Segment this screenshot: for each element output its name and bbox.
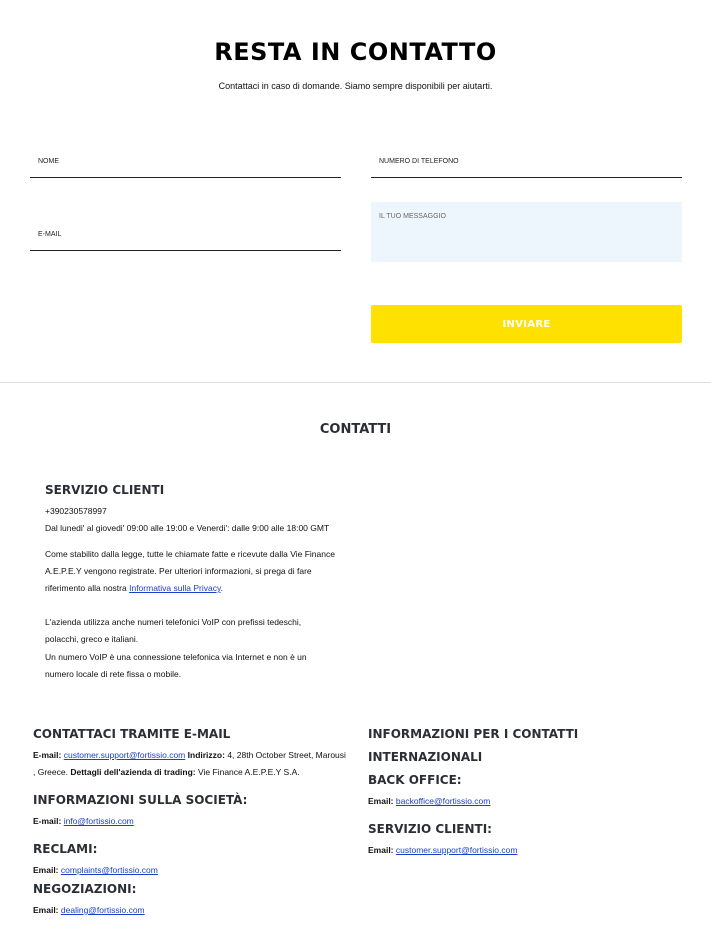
intl-customer-service-heading: SERVIZIO CLIENTI: xyxy=(368,822,492,836)
customer-service-phone: +390230578997 xyxy=(45,506,107,516)
trading-desk-details xyxy=(33,902,145,919)
back-office-details xyxy=(368,793,490,810)
trading-desk-email-label: Email: xyxy=(33,905,59,915)
voip-notice-2: Un numero VoIP è una connessione telefonica via Internet e non è un numero locale di rete fissa o mobile. xyxy=(45,652,307,679)
message-textarea-label: IL TUO MESSAGGIO xyxy=(379,213,446,220)
company-info-heading: INFORMAZIONI SULLA SOCIETÀ: xyxy=(33,793,248,807)
customer-service-hours: Dal lunedi' al giovedi' 09:00 alle 19:00 e Venerdi': dalle 9:00 alle 18:00 GMT xyxy=(45,523,330,533)
intl-customer-service-details xyxy=(368,842,517,859)
complaints-email-link[interactable]: complaints@fortissio.com xyxy=(60,865,158,875)
customer-support-email-link[interactable]: customer.support@fortissio.com xyxy=(63,750,186,760)
intl-customer-support-email-link[interactable]: customer.support@fortissio.com xyxy=(395,845,518,855)
email-field-label: E-MAIL xyxy=(38,231,62,238)
back-office-heading: BACK OFFICE: xyxy=(368,773,462,787)
trading-company-label: Dettagli dell'azienda di trading: xyxy=(70,767,196,777)
complaints-details xyxy=(33,862,158,879)
dealing-email-link[interactable]: dealing@fortissio.com xyxy=(60,905,145,915)
email-field[interactable] xyxy=(30,212,341,251)
name-field[interactable] xyxy=(30,140,341,178)
email-contact-details xyxy=(33,747,348,781)
submit-button[interactable]: INVIARE xyxy=(371,305,682,343)
email-contact-email-label: E-mail: xyxy=(33,750,62,760)
section-divider xyxy=(0,382,711,383)
trading-company-value: Vie Finance A.E.P.E.Y S.A. xyxy=(198,767,300,777)
intl-customer-service-email-label: Email: xyxy=(368,845,394,855)
page-title: RESTA IN CONTATTO xyxy=(214,38,497,66)
privacy-suffix: . xyxy=(220,583,223,593)
company-info-email-label: E-mail: xyxy=(33,816,62,826)
address-label: Indirizzo: xyxy=(187,750,225,760)
name-field-label: NOME xyxy=(38,158,59,165)
info-email-link[interactable]: info@fortissio.com xyxy=(63,816,134,826)
customer-service-heading: SERVIZIO CLIENTI xyxy=(45,483,165,497)
address-value: 4, 28th October Street, Marousi , Greece. xyxy=(33,750,346,777)
back-office-email-label: Email: xyxy=(368,796,394,806)
privacy-policy-link[interactable]: Informativa sulla Privacy xyxy=(129,583,221,593)
recording-notice xyxy=(45,546,345,597)
contatti-heading: CONTATTI xyxy=(319,422,392,437)
page-subtitle: Contattaci in caso di domande. Siamo sempre disponibili per aiutarti. xyxy=(218,81,493,91)
recording-notice-text: Come stabilito dalla legge, tutte le chiamate fatte e ricevute dalla Vie Finance A.E.P.E.Y vengono registrate. Per ulteriori informazioni, si prega di fare riferimento alla nostra xyxy=(45,549,335,593)
message-textarea[interactable] xyxy=(371,202,682,262)
international-heading-line1: INFORMAZIONI PER I CONTATTI xyxy=(368,727,579,741)
phone-field[interactable] xyxy=(371,140,682,178)
voip-notice-1: L'azienda utilizza anche numeri telefonici VoIP con prefissi tedeschi, polacchi, greco e italiani. xyxy=(45,617,302,644)
company-info-details xyxy=(33,813,134,830)
trading-desk-heading: NEGOZIAZIONI: xyxy=(33,882,137,896)
complaints-email-label: Email: xyxy=(33,865,59,875)
back-office-email-link[interactable]: backoffice@fortissio.com xyxy=(395,796,491,806)
phone-field-label: NUMERO DI TELEFONO xyxy=(379,158,459,165)
international-heading-line2: INTERNAZIONALI xyxy=(368,750,483,764)
email-contact-heading: CONTATTACI TRAMITE E-MAIL xyxy=(33,727,231,741)
complaints-heading: RECLAMI: xyxy=(33,842,98,856)
